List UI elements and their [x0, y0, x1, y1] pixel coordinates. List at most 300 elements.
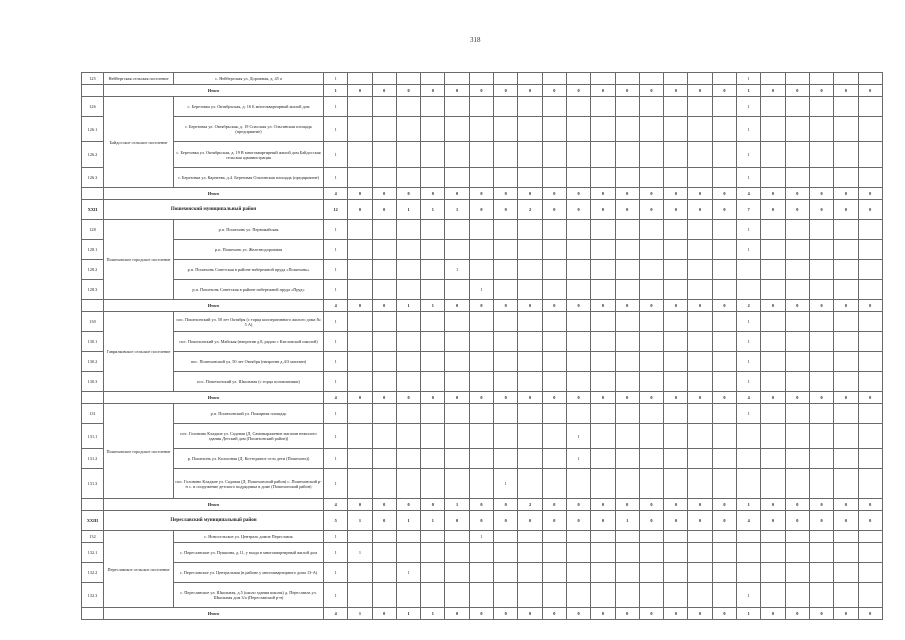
value-cell	[421, 220, 445, 240]
value-cell	[542, 97, 566, 117]
total-value: 0	[494, 499, 518, 511]
value-cell	[809, 280, 833, 300]
value-cell	[712, 404, 736, 424]
value-cell	[421, 280, 445, 300]
value-cell: 1	[494, 469, 518, 499]
value-cell	[469, 404, 493, 424]
value-cell	[858, 168, 882, 188]
value-cell	[542, 142, 566, 168]
row-index: 128.3	[82, 280, 104, 300]
value-cell	[348, 142, 372, 168]
total-value: 0	[542, 499, 566, 511]
total-value: 0	[591, 300, 615, 312]
district-value: 1	[615, 511, 639, 531]
table-row	[82, 583, 883, 608]
value-cell	[494, 220, 518, 240]
table-row	[82, 332, 883, 352]
value-cell	[372, 220, 396, 240]
value-cell	[494, 312, 518, 332]
district-value: 0	[445, 511, 469, 531]
total-value: 0	[421, 392, 445, 404]
total-value: 0	[494, 392, 518, 404]
value-cell	[372, 312, 396, 332]
value-cell	[494, 260, 518, 280]
total-value: 0	[761, 608, 785, 620]
address-cell: р.п. Пошехонский ул. Пожарная площадь	[174, 404, 324, 424]
value-cell	[639, 332, 663, 352]
value-cell	[566, 220, 590, 240]
total-value: 0	[396, 85, 420, 97]
row-index: 132.2	[82, 563, 104, 583]
value-cell: 1	[324, 563, 348, 583]
value-cell	[809, 352, 833, 372]
value-cell	[858, 469, 882, 499]
value-cell	[566, 404, 590, 424]
row-index	[82, 608, 104, 620]
value-cell	[566, 168, 590, 188]
value-cell	[469, 372, 493, 392]
value-cell	[809, 543, 833, 563]
value-cell	[858, 73, 882, 85]
value-cell	[421, 531, 445, 543]
value-cell	[688, 280, 712, 300]
value-cell	[591, 531, 615, 543]
value-cell	[688, 312, 712, 332]
value-cell: 1	[737, 332, 761, 352]
registry-table	[81, 72, 883, 620]
value-cell	[591, 543, 615, 563]
value-cell	[834, 563, 858, 583]
value-cell	[785, 583, 809, 608]
total-row	[82, 392, 883, 404]
value-cell	[518, 531, 542, 543]
value-cell	[858, 583, 882, 608]
value-cell: 1	[324, 97, 348, 117]
value-cell: 1	[324, 449, 348, 469]
value-cell	[615, 240, 639, 260]
value-cell	[737, 280, 761, 300]
value-cell	[372, 260, 396, 280]
value-cell	[834, 168, 858, 188]
value-cell: 1	[324, 372, 348, 392]
value-cell	[615, 260, 639, 280]
total-value: 1	[421, 300, 445, 312]
value-cell: 1	[737, 372, 761, 392]
value-cell	[566, 531, 590, 543]
total-value: 0	[372, 188, 396, 200]
total-value: 0	[469, 300, 493, 312]
total-value: 0	[664, 499, 688, 511]
district-value: 4	[737, 511, 761, 531]
value-cell	[469, 543, 493, 563]
value-cell	[809, 97, 833, 117]
value-cell	[445, 168, 469, 188]
total-value: 0	[542, 300, 566, 312]
total-value: 0	[591, 499, 615, 511]
value-cell	[542, 372, 566, 392]
value-cell	[494, 372, 518, 392]
row-index: 131.3	[82, 469, 104, 499]
value-cell	[664, 372, 688, 392]
total-value: 0	[396, 392, 420, 404]
total-value: 0	[542, 392, 566, 404]
settlement-name: Переславское сельское поселение	[104, 531, 174, 608]
total-value: 0	[348, 499, 372, 511]
value-cell	[809, 312, 833, 332]
table-row	[82, 73, 883, 85]
value-cell	[542, 469, 566, 499]
value-cell	[688, 352, 712, 372]
value-cell: 1	[324, 312, 348, 332]
total-value: 0	[421, 85, 445, 97]
value-cell	[737, 260, 761, 280]
value-cell	[542, 220, 566, 240]
value-cell	[372, 168, 396, 188]
value-cell	[761, 583, 785, 608]
value-cell	[396, 97, 420, 117]
value-cell	[494, 352, 518, 372]
value-cell	[712, 469, 736, 499]
value-cell	[664, 424, 688, 449]
value-cell	[712, 260, 736, 280]
total-value: 0	[688, 188, 712, 200]
table-row	[82, 563, 883, 583]
district-value: 0	[566, 511, 590, 531]
value-cell	[591, 142, 615, 168]
table-row	[82, 352, 883, 372]
value-cell	[542, 73, 566, 85]
total-value: 1	[348, 608, 372, 620]
value-cell	[348, 117, 372, 142]
total-label: Итого	[104, 300, 324, 312]
value-cell	[348, 260, 372, 280]
value-cell	[809, 240, 833, 260]
value-cell	[785, 168, 809, 188]
value-cell	[494, 424, 518, 449]
value-cell	[834, 312, 858, 332]
value-cell	[494, 280, 518, 300]
value-cell	[445, 583, 469, 608]
district-value: 0	[834, 511, 858, 531]
value-cell	[372, 332, 396, 352]
total-value: 1	[737, 85, 761, 97]
value-cell	[858, 404, 882, 424]
value-cell	[761, 280, 785, 300]
value-cell	[834, 372, 858, 392]
total-value: 0	[761, 85, 785, 97]
district-value: 0	[809, 511, 833, 531]
value-cell	[615, 142, 639, 168]
value-cell	[785, 563, 809, 583]
value-cell	[664, 563, 688, 583]
value-cell: 1	[324, 531, 348, 543]
value-cell	[469, 424, 493, 449]
value-cell	[494, 404, 518, 424]
total-value: 0	[348, 188, 372, 200]
value-cell	[639, 168, 663, 188]
value-cell	[809, 583, 833, 608]
total-value: 0	[591, 188, 615, 200]
total-value: 0	[542, 188, 566, 200]
value-cell	[615, 583, 639, 608]
total-value: 0	[688, 608, 712, 620]
value-cell	[396, 240, 420, 260]
row-index: 126.2	[82, 142, 104, 168]
total-value: 0	[542, 85, 566, 97]
value-cell	[372, 372, 396, 392]
value-cell	[591, 449, 615, 469]
value-cell	[518, 583, 542, 608]
total-value: 0	[639, 300, 663, 312]
district-value: 0	[785, 511, 809, 531]
value-cell	[518, 220, 542, 240]
value-cell	[712, 240, 736, 260]
value-cell: 1	[324, 220, 348, 240]
value-cell	[712, 117, 736, 142]
value-cell	[639, 260, 663, 280]
value-cell	[542, 240, 566, 260]
value-cell	[591, 332, 615, 352]
value-cell	[785, 469, 809, 499]
settlement-name: Пошехонское городское поселение	[104, 404, 174, 499]
value-cell	[591, 117, 615, 142]
total-value: 0	[858, 392, 882, 404]
value-cell	[445, 240, 469, 260]
table-row	[82, 260, 883, 280]
value-cell	[421, 372, 445, 392]
value-cell	[858, 260, 882, 280]
total-value: 0	[785, 392, 809, 404]
value-cell	[737, 469, 761, 499]
total-value: 0	[785, 300, 809, 312]
address-cell: с. Переславское ул. Центральная (в районе у многоквартирного дома 13-А)	[174, 563, 324, 583]
value-cell	[785, 531, 809, 543]
value-cell	[542, 583, 566, 608]
value-cell	[615, 404, 639, 424]
value-cell	[421, 260, 445, 280]
value-cell	[542, 563, 566, 583]
value-cell	[566, 260, 590, 280]
value-cell	[688, 97, 712, 117]
address-cell: с. Новосельское ул. Централь домов Переславль	[174, 531, 324, 543]
district-value: 1	[396, 200, 420, 220]
address-cell: р.п. Пошехонь ул. Железнодорожная	[174, 240, 324, 260]
value-cell	[761, 531, 785, 543]
value-cell	[445, 449, 469, 469]
value-cell	[639, 220, 663, 240]
value-cell	[834, 73, 858, 85]
value-cell: 1	[324, 332, 348, 352]
value-cell	[761, 372, 785, 392]
address-cell: р.п. Пошехонь Советская в районе набережной пруда «Пошехонь»	[174, 260, 324, 280]
value-cell	[688, 240, 712, 260]
value-cell: 1	[324, 543, 348, 563]
value-cell	[761, 97, 785, 117]
row-index: 128.1	[82, 240, 104, 260]
value-cell	[639, 449, 663, 469]
value-cell	[396, 220, 420, 240]
value-cell: 1	[396, 563, 420, 583]
value-cell	[396, 543, 420, 563]
value-cell	[469, 73, 493, 85]
value-cell	[566, 563, 590, 583]
value-cell	[591, 469, 615, 499]
total-value: 0	[421, 499, 445, 511]
total-value: 0	[639, 608, 663, 620]
value-cell	[639, 117, 663, 142]
value-cell	[688, 469, 712, 499]
total-value: 0	[785, 499, 809, 511]
value-cell	[372, 73, 396, 85]
total-value: 0	[615, 188, 639, 200]
value-cell	[688, 372, 712, 392]
value-cell	[396, 312, 420, 332]
value-cell	[615, 332, 639, 352]
total-value: 0	[639, 392, 663, 404]
value-cell	[761, 220, 785, 240]
value-cell	[494, 563, 518, 583]
total-value: 4	[324, 608, 348, 620]
value-cell	[737, 563, 761, 583]
value-cell	[372, 97, 396, 117]
total-row	[82, 85, 883, 97]
address-cell: р.п. Пошехонь Советская в районе набережной пруда «Пруд»	[174, 280, 324, 300]
total-value: 0	[348, 85, 372, 97]
value-cell	[712, 73, 736, 85]
district-value: 0	[372, 511, 396, 531]
value-cell	[445, 424, 469, 449]
value-cell	[761, 117, 785, 142]
row-index: 131.2	[82, 449, 104, 469]
total-value: 0	[566, 85, 590, 97]
value-cell	[615, 168, 639, 188]
value-cell	[834, 531, 858, 543]
value-cell	[591, 260, 615, 280]
value-cell	[785, 404, 809, 424]
value-cell	[858, 97, 882, 117]
value-cell	[542, 260, 566, 280]
value-cell	[785, 280, 809, 300]
value-cell	[494, 543, 518, 563]
value-cell	[469, 449, 493, 469]
value-cell	[348, 312, 372, 332]
value-cell	[542, 332, 566, 352]
value-cell	[469, 117, 493, 142]
value-cell	[518, 449, 542, 469]
value-cell	[591, 73, 615, 85]
value-cell	[664, 531, 688, 543]
row-index: 130.2	[82, 352, 104, 372]
value-cell	[639, 424, 663, 449]
value-cell	[737, 543, 761, 563]
value-cell	[348, 563, 372, 583]
total-value: 0	[761, 188, 785, 200]
total-value: 0	[494, 188, 518, 200]
value-cell	[761, 73, 785, 85]
value-cell	[518, 312, 542, 332]
table-row	[82, 531, 883, 543]
total-value: 0	[469, 85, 493, 97]
value-cell	[445, 543, 469, 563]
total-row	[82, 188, 883, 200]
total-value: 0	[858, 499, 882, 511]
value-cell	[372, 404, 396, 424]
total-value: 0	[494, 85, 518, 97]
value-cell	[421, 404, 445, 424]
value-cell	[469, 220, 493, 240]
value-cell	[566, 372, 590, 392]
value-cell: 1	[324, 404, 348, 424]
value-cell: 1	[737, 352, 761, 372]
value-cell	[688, 583, 712, 608]
district-value: 0	[469, 200, 493, 220]
total-value: 0	[834, 188, 858, 200]
total-value: 0	[664, 608, 688, 620]
value-cell	[834, 352, 858, 372]
row-index	[82, 188, 104, 200]
value-cell	[518, 372, 542, 392]
total-value: 0	[566, 300, 590, 312]
value-cell	[639, 312, 663, 332]
settlement-name: Нейбергская сельская поселение	[104, 73, 174, 85]
value-cell	[518, 240, 542, 260]
value-cell: 1	[737, 168, 761, 188]
total-value: 1	[445, 499, 469, 511]
value-cell	[809, 563, 833, 583]
total-value: 0	[591, 392, 615, 404]
total-value: 0	[372, 300, 396, 312]
total-value: 0	[445, 608, 469, 620]
value-cell	[664, 583, 688, 608]
value-cell	[518, 97, 542, 117]
total-value: 0	[469, 392, 493, 404]
value-cell	[566, 583, 590, 608]
value-cell	[396, 352, 420, 372]
address-cell: пос. Головино Кладкие ул. Садовая (Д. Самовыражение магазин нежилого здания Детский дом (Пошехонский район))	[174, 424, 324, 449]
value-cell	[834, 404, 858, 424]
value-cell	[469, 312, 493, 332]
value-cell	[834, 220, 858, 240]
value-cell	[396, 142, 420, 168]
value-cell	[639, 404, 663, 424]
value-cell	[664, 240, 688, 260]
value-cell	[494, 142, 518, 168]
value-cell	[858, 220, 882, 240]
value-cell: 1	[324, 240, 348, 260]
value-cell	[566, 240, 590, 260]
value-cell	[761, 168, 785, 188]
value-cell	[688, 332, 712, 352]
value-cell	[615, 543, 639, 563]
row-index: 132.3	[82, 583, 104, 608]
value-cell	[494, 240, 518, 260]
value-cell	[372, 531, 396, 543]
total-value: 0	[494, 608, 518, 620]
district-value: 1	[348, 511, 372, 531]
value-cell	[494, 332, 518, 352]
address-cell: р. Пошехонь ул. Колхозная (Д. Коттеджное село дети (Пошехонь))	[174, 449, 324, 469]
district-value: 0	[494, 511, 518, 531]
value-cell: 1	[737, 117, 761, 142]
total-value: 1	[396, 608, 420, 620]
total-value: 0	[421, 188, 445, 200]
total-value: 0	[664, 392, 688, 404]
value-cell	[591, 352, 615, 372]
value-cell: 1	[737, 73, 761, 85]
value-cell	[421, 543, 445, 563]
value-cell	[566, 312, 590, 332]
value-cell	[761, 543, 785, 563]
